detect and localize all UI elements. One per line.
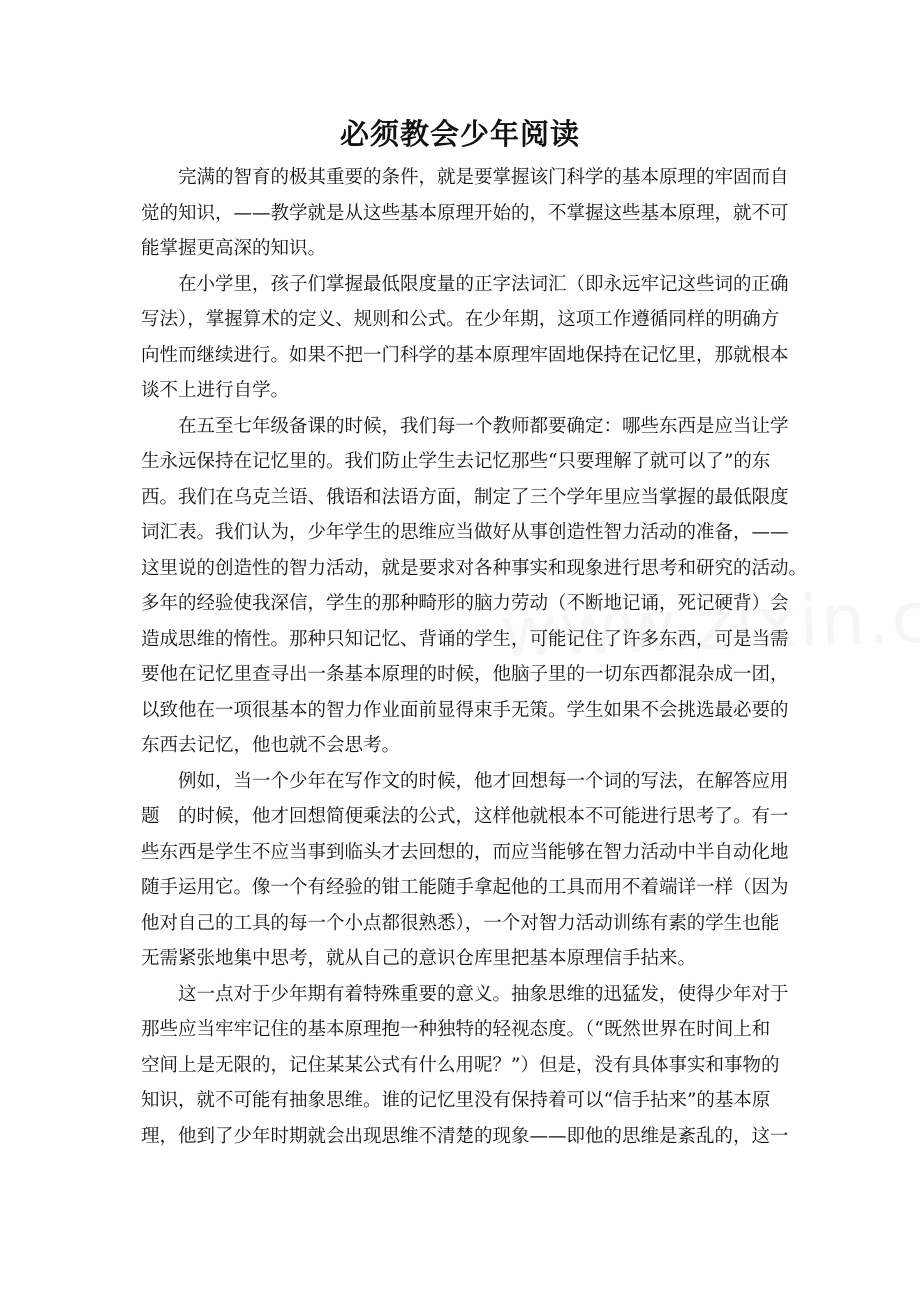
text-line: 写法），掌握算术的定义、规则和公式。在少年期，这项工作遵循同样的明确方 [141,309,780,330]
text-line: 那些应当牢牢记住的基本原理抱一种独特的轻视态度。（“既然世界在时间上和 [141,1019,771,1040]
text-line: 随手运用它。像一个有经验的钳工能随手拿起他的工具而用不着端详一样（因为 [141,877,789,898]
text-line: 他对自己的工具的每一个小点都很熟悉），一个对智力活动训练有素的学生也能 [141,912,780,934]
text-line: 要他在记忆里查寻出一条基本原理的时候，他脑子里的一切东西都混杂成一团， [141,664,789,685]
document-body [141,160,808,1154]
text-line: 这一点对于少年期有着特殊重要的意义。抽象思维的迅猛发，使得少年对于 [178,983,789,1005]
text-line: 在五至七年级备课的时候，我们每一个教师都要确定：哪些东西是应当让学 [178,415,789,437]
text-line: 题 的时候，他才回想简便乘法的公式，这样他就根本不可能进行思考了。有一 [141,806,789,827]
text-line: 空间上是无限的，记住某某公式有什么用呢？”）但是，没有具体事实和事物的 [141,1054,780,1076]
text-line: 知识，就不可能有抽象思维。谁的记忆里没有保持着可以“信手拈来”的基本原 [141,1090,771,1111]
text-line: 生永远保持在记忆里的。我们防止学生去记忆那些“只要理解了就可以了”的东 [141,451,771,472]
text-line: 能掌握更高深的知识。 [141,238,327,259]
text-line: 多年的经验使我深信，学生的那种畸形的脑力劳动（不断地记诵，死记硬背）会 [141,593,789,614]
text-line: 例如，当一个少年在写作文的时候，他才回想每一个词的写法，在解答应用 [178,770,789,792]
text-line: 造成思维的惰性。那种只知记忆、背诵的学生，可能记住了许多东西，可是当需 [141,628,789,650]
document-title: 必须教会少年阅读 [339,117,580,151]
text-line: 些东西是学生不应当事到临头才去回想的，而应当能够在智力活动中半自动化地 [141,841,789,863]
text-line: 觉的知识，——教学就是从这些基本原理开始的，不掌握这些基本原理，就不可 [141,202,789,224]
text-line: 无需紧张地集中思考，就从自己的意识仓库里把基本原理信手拈来。 [141,948,697,969]
text-line: 这里说的创造性的智力活动，就是要求对各种事实和现象进行思考和研究的活动。 [141,557,808,579]
text-line: 词汇表。我们认为，少年学生的思维应当做好从事创造性智力活动的准备，—— [141,522,789,543]
text-line: 理，他到了少年时期就会出现思维不清楚的现象——即他的思维是紊乱的，这一 [141,1125,789,1147]
text-line: 在小学里，孩子们掌握最低限度量的正字法词汇（即永远牢记这些词的正确 [178,273,789,295]
text-line: 谈不上进行自学。 [141,380,290,401]
text-line: 西。我们在乌克兰语、俄语和法语方面，制定了三个学年里应当掌握的最低限度 [141,486,789,508]
text-line: 完满的智育的极其重要的条件，就是要掌握该门科学的基本原理的牢固而自 [178,167,789,188]
text-line: 向性而继续进行。如果不把一门科学的基本原理牢固地保持在记忆里，那就根本 [141,344,789,366]
text-line: 东西去记忆，他也就不会思考。 [141,735,401,756]
text-line: 以致他在一项很基本的智力作业面前显得束手无策。学生如果不会挑选最必要的 [141,699,789,721]
